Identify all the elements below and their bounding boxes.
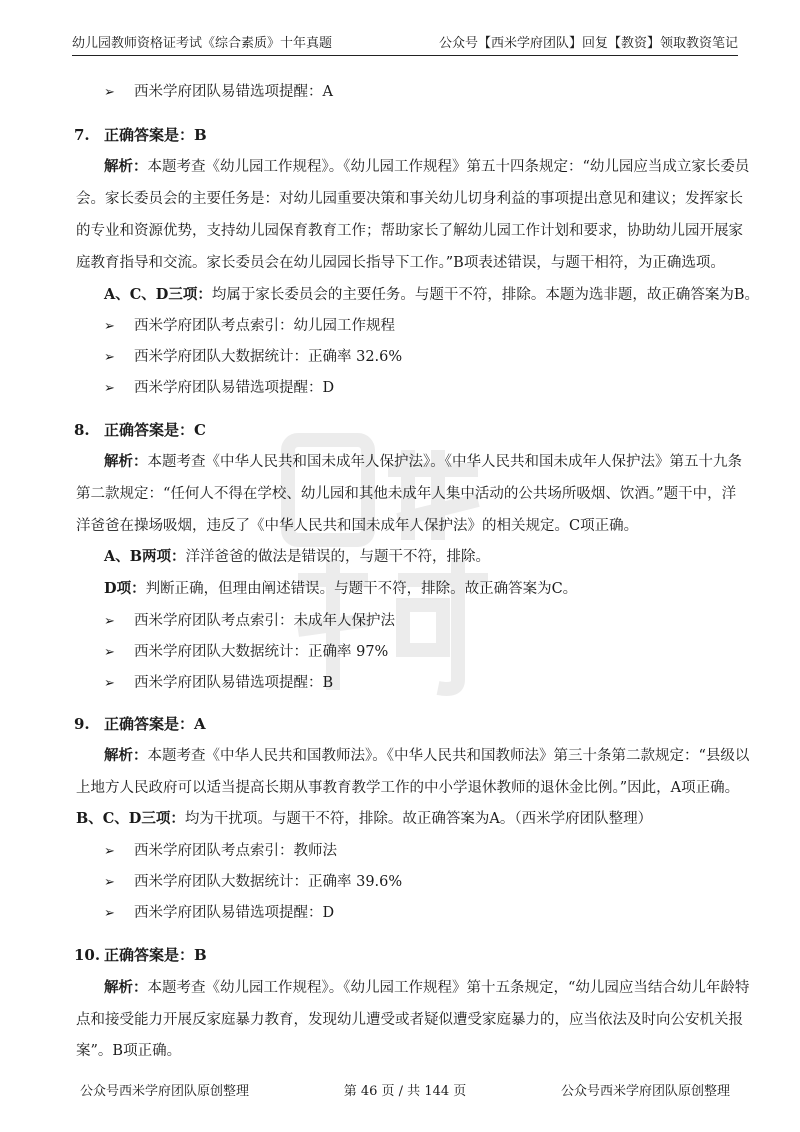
arrowhead-bullet-icon: ➢ xyxy=(104,614,115,629)
question-answer-heading: 7. 正确答案是：B xyxy=(74,126,207,144)
list-item: ➢ 西米学府团队易错选项提醒：D xyxy=(104,378,334,399)
list-item: ➢ 西米学府团队大数据统计：正确率 32.6% xyxy=(104,347,402,368)
arrowhead-bullet-icon: ➢ xyxy=(104,85,115,100)
list-item: ➢ 西米学府团队易错选项提醒：A xyxy=(104,82,333,103)
paragraph-line: 会。家长委员会的主要任务是：对幼儿园重要决策和事关幼儿切身利益的事项提出意见和建议；发挥家长 xyxy=(76,191,743,207)
footer-right-note: 公众号西米学府团队原创整理 xyxy=(560,1084,730,1099)
option-analysis: A、B两项：洋洋爸爸的做法是错误的，与题干不符，排除。 xyxy=(104,548,491,565)
list-item: ➢ 西米学府团队考点索引：未成年人保护法 xyxy=(104,611,395,632)
list-item: ➢ 西米学府团队大数据统计：正确率 39.6% xyxy=(104,872,402,893)
page-number: 第 46 页 / 共 144 页 xyxy=(343,1084,467,1099)
paragraph-line: 的专业和资源优势，支持幼儿园保育教育工作；帮助家长了解幼儿园工作计划和要求，协助幼儿园开展家 xyxy=(76,223,743,239)
arrowhead-bullet-icon: ➢ xyxy=(104,844,115,859)
arrowhead-bullet-icon: ➢ xyxy=(104,676,115,691)
analysis-paragraph: 解析：本题考查《中华人民共和国未成年人保护法》。《中华人民共和国未成年人保护法》第五十九条 xyxy=(104,453,742,470)
list-item: ➢ 西米学府团队易错选项提醒：B xyxy=(104,673,333,694)
question-answer-heading: 8. 正确答案是：C xyxy=(74,421,206,439)
page-header xyxy=(72,28,738,56)
question-answer-heading: 9. 正确答案是：A xyxy=(74,715,206,733)
analysis-paragraph: 解析：本题考查《幼儿园工作规程》。《幼儿园工作规程》第五十四条规定：“幼儿园应当成立家长委员 xyxy=(104,158,750,175)
paragraph-line: 第二款规定：“任何人不得在学校、幼儿园和其他未成年人集中活动的公共场所吸烟、饮酒。”题干中，洋 xyxy=(76,486,737,502)
list-item: ➢ 西米学府团队考点索引：幼儿园工作规程 xyxy=(104,316,395,337)
paragraph-line: 点和接受能力开展反家庭暴力教育，发现幼儿遭受或者疑似遭受家庭暴力的，应当依法及时向公安机关报 xyxy=(76,1012,743,1028)
question-answer-heading: 10. 正确答案是：B xyxy=(74,946,207,964)
arrowhead-bullet-icon: ➢ xyxy=(104,319,115,334)
option-analysis: A、C、D三项：均属于家长委员会的主要任务。与题干不符，排除。本题为选非题，故正确答案为B。 xyxy=(104,286,760,303)
paragraph-line: 案”。B项正确。 xyxy=(76,1043,182,1059)
footer-left-note: 公众号西米学府团队原创整理 xyxy=(80,1084,250,1099)
option-analysis: B、C、D三项：均为干扰项。与题干不符，排除。故正确答案为A。（西米学府团队整理） xyxy=(76,810,653,827)
paragraph-line: 上地方人民政府可以适当提高长期从事教育教学工作的中小学退休教师的退休金比例。”因此，A项正确。 xyxy=(76,780,740,796)
paragraph-line: 庭教育指导和交流。家长委员会在幼儿园园长指导下工作。”B项表述错误，与题干相符，为正确选项。 xyxy=(76,255,725,271)
header-right-note: 公众号【西米学府团队】回复【教资】领取教资笔记 xyxy=(438,36,738,51)
analysis-paragraph: 解析：本题考查《幼儿园工作规程》。《幼儿园工作规程》第十五条规定，“幼儿园应当结合幼儿年龄特 xyxy=(104,979,750,996)
page-footer xyxy=(80,1080,730,1099)
arrowhead-bullet-icon: ➢ xyxy=(104,381,115,396)
arrowhead-bullet-icon: ➢ xyxy=(104,875,115,890)
list-item: ➢ 西米学府团队大数据统计：正确率 97% xyxy=(104,642,388,663)
list-item: ➢ 西米学府团队考点索引：教师法 xyxy=(104,841,337,862)
option-analysis: D项：判断正确，但理由阐述错误。与题干不符，排除。故正确答案为C。 xyxy=(104,580,578,597)
analysis-paragraph: 解析：本题考查《中华人民共和国教师法》。《中华人民共和国教师法》第三十条第二款规定：“县级以 xyxy=(104,747,750,764)
arrowhead-bullet-icon: ➢ xyxy=(104,906,115,921)
list-item: ➢ 西米学府团队易错选项提醒：D xyxy=(104,903,334,924)
paragraph-line: 洋爸爸在操场吸烟，违反了《中华人民共和国未成年人保护法》的相关规定。C项正确。 xyxy=(76,518,639,534)
arrowhead-bullet-icon: ➢ xyxy=(104,350,115,365)
arrowhead-bullet-icon: ➢ xyxy=(104,645,115,660)
header-left-title: 幼儿园教师资格证考试《综合素质》十年真题 xyxy=(72,36,333,51)
